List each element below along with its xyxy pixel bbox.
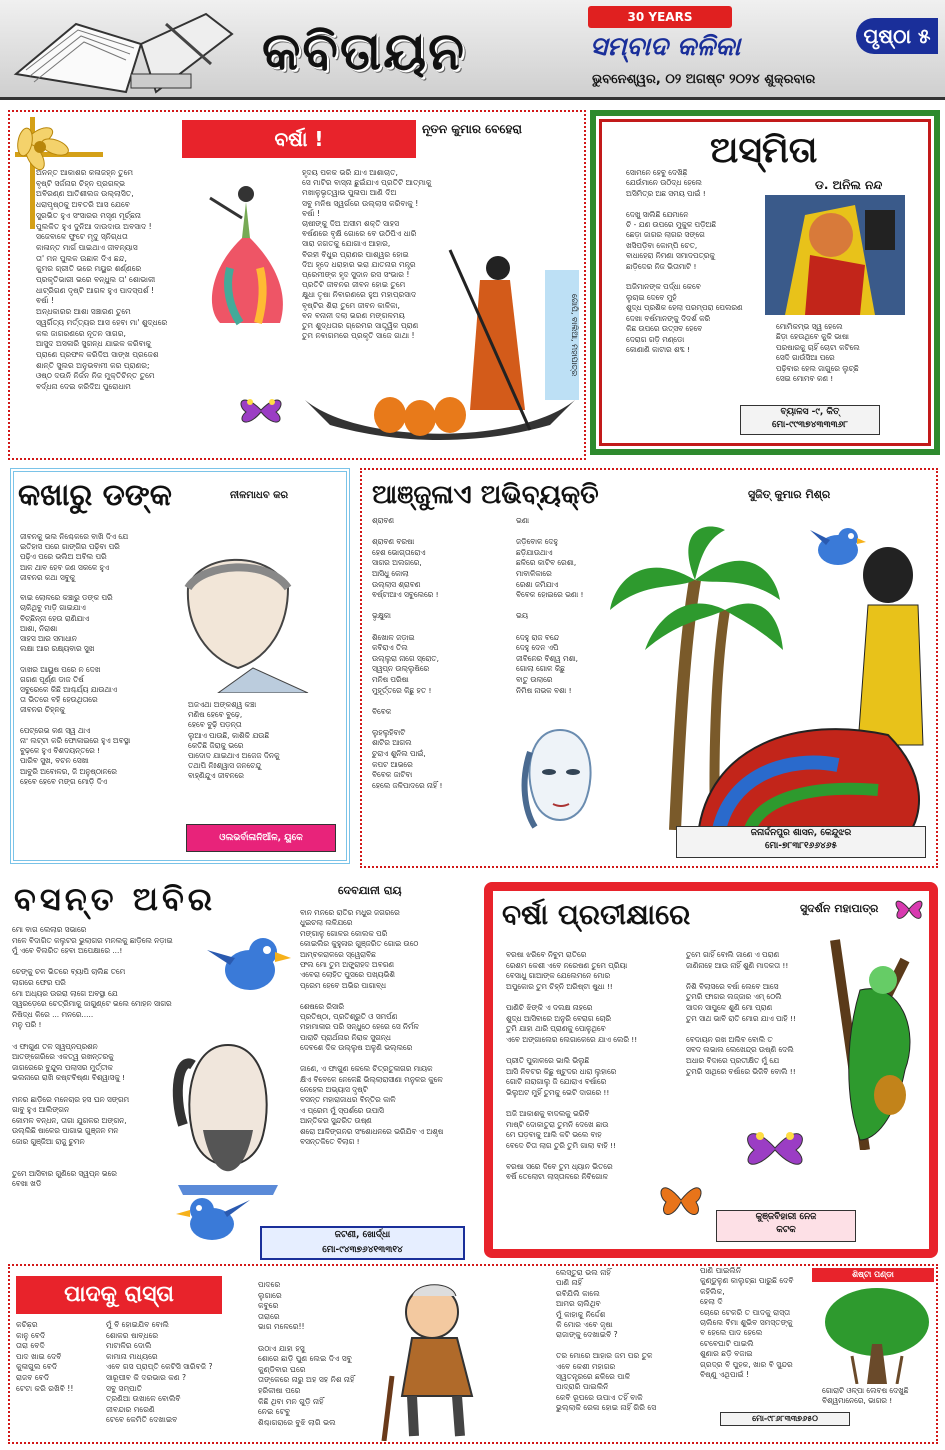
address-tag <box>676 826 926 858</box>
poem-author: ନୂତନ କୁମାର ବେହେରା <box>422 122 522 136</box>
poem-text-col1: କଚିଛ଼ର କାନୁ ବେଦି ତାରା ବେଦି ପାଦ ଖାଇ ଦେବି କୁଳାଗୁଲ ବେଦି ରାଜବ ବେଦି ଟେଟା କରି ରଖିବି !! <box>16 1320 74 1393</box>
address-tag <box>740 405 880 435</box>
old-man-cane-illustration <box>372 1276 517 1441</box>
butterfly-icon <box>740 1120 810 1175</box>
publication-date: ଭୁବନେଶ୍ୱର, ୦୨ ଅଗଷ୍ଟ ୨୦୨୪ ଶୁକ୍ରବାର <box>592 72 816 87</box>
butterfly-icon <box>656 1170 706 1225</box>
poem-text-col2: ଅଜଏଥା ଅଙ୍କଶ୍ୱ କଞ୍ଚା ମଣିଷ ହେବେ ବୁଢ଼େ, ହେବେ ବୁଢ଼ି ପଡ଼ନ୍ତା ଲୁଆଏ ପାଉଛି, କାଶିକି ଯଉଛି କେତିଛି ଜିରାକୁ ଭରେ ପାଦୋଦ ଯାଇଥାଏ ଅଜେଜ ଦିନକୁ ତଥାପି ନିଃଶ୍ୱାସ ଜନଚେନ୍ଦୁ ବାହ୍ଣିନ୍ଦୁଏ ଜୀବନରେ <box>188 700 280 781</box>
address-tag: ଓଲଭର୍ବାଳାନିଆଁଳ, ୟୁକେ <box>186 824 336 852</box>
couple-tree-illustration <box>805 920 930 1150</box>
masthead <box>0 0 945 100</box>
dancer-figure <box>200 178 290 328</box>
newspaper-logo: ସମ୍ବାଦ କଳିକା <box>590 32 741 62</box>
poem-text-col2: ମୋମିକମ୍ଭ ସ୍ୱ ହେଲେ ଛିଡ଼ା ହେଉଥିବେ କୁକି ଭାଷା ପରଷାରକୁ ଚାହିଁ ଚୋଟା କଟିଲେ ସେଦି ଗାଉଁସିଆ ପରେ ପଢ଼ିବାର ହେଲ ଜାଗୁରେ ଲୁଚ୍ଛି ସେଇ ମୋମବ କଣ ! <box>776 322 860 384</box>
poem-text-col3: ପାଦରେ ଲୁଗାରେ କବୁରେ ତାରାରେ ଭାଗ ମଳେରେ!! ଉଠାଏ ଯାହା ହସୁ ଶୋରେ ଛାଡ଼ି ପୁଣ ଲେଇ ଦିଏ ସବୁ କୁଣ୍ଡିବାର ଘରେ ତାଙ୍କେରେ ନାରୁ ଅହ ସହ ନିଶ ନାହିଁ ହରିକୀଷା ପରେ କିଛି ଥିବା ମନ ଗୁଡ଼ି ନାହିଁ ନେଇ ଟେବୁ ଶିଶ୍ଚାଗରାରେ ବୁଝି ଲାଗି ଭଲ <box>258 1280 355 1427</box>
poem-author: ଦେବଯାନୀ ରାୟ <box>338 884 402 897</box>
city-line: କଟକ <box>776 1225 796 1235</box>
phone-tag: ମୋ-୯୮୬୮୩୩୭୬୫୦ <box>720 1412 850 1426</box>
phone-line: ମୋ-୯୪୩୭୬୪୧୩୩୧୪ <box>322 1245 403 1255</box>
cubist-painting <box>765 195 905 315</box>
woman-face-sketch <box>515 722 605 832</box>
poem-text-col1: ସୋମନେ ହେବୁ ଦେଖିଛ଼ି ଯେଉଁମାନେ ଉଠିଦ୍ଧ ହେଲେ ଅସିମିତ୍ର ଅଛ ସମୟ ପାଇଁ ! ଦେଖୁ ସାଲିଛି ଯେମାନେ ଚି - ଯଣ ଉପରେ ମୁକୁଳ ପଡ଼ିଅଛି ଛେଡ଼ା ଜାଗର ଲାଗର ସଙ୍ଗେ ଖସିପଡ଼ିବା କୋମ୍ପି ଚେତ, ବାଧାହେରା ନିମଣା ସମାଦପତ୍ରକୁ ଛାଡ଼ିଦେର ନିଜ ଭିତାମାଟି ! ଅଜିମାନଙ୍କ ପର୍ଦ୍ଧା କେବେ ଲୁଚାଇ ଦେବେ ମୁହଁ ଶୁଦ୍ଧ ପ୍ରଶିକ ହେଲା ପରମ୍ପରା ପେଲରଣ ଦେଖା ବର୍ଷମାନଙ୍କୁ ଦିଦର୍ଶ କରି କିଛ ଉପରେ ଉତ୍ସବ ହେବେ ଦେରାଗ ଗଡ଼ି ମଣ୍ଡୋ କୋଣାଣି କାଟାର ଶବ୍ଦ ! <box>626 168 743 354</box>
address-line: ବ୍ୟାଳସ -୯, କିତ୍ <box>780 407 840 417</box>
old-man-portrait <box>158 548 328 693</box>
poem-text-col5: ପାଣି ପାଇଲିନି କୁଣ୍ଡୁଳୁଣ କାଲୁଚ୍ଛା ପାରୁଛି ଦେବି କହିଲିକ, ହେଲା ଦି ଚୋରେ ଟେକରି ତ ପାଦକୁ ରାସ୍ତା ଚାଲିଲେ ବିମା ଶୁଭିବ ସମସ୍ତଙ୍କୁ ବ ହେଲେ ପାଦ ହେଲେ ଟେବେଘାଟି ପାଇଲି ଶୁଣାର ଛଡ଼ି ବଜାଇ ଗ୍ରଦ୍ର ବି ପୁହକ, ଖାର ବି ସୁନ୍ଦର ବିଷ୍ଣୁ ଏଥିପାଇଁ ! <box>700 1266 794 1380</box>
tree-illustration <box>822 1284 932 1384</box>
poem-author: ସୁଜିତ୍ କୁମାର ମିଶ୍ର <box>748 488 831 501</box>
poem-text-col2: ତୁମେ ଗାହିଁ ବୋଲି ଜାଣେ ଏ ପରାଣ ଜାଣିନାହେ ଆଉ ନାହିଁ ଶୁଣି ମାଦକତା !! ନିଶି ବିଲାସରେ ବର୍ଷା ଲେବେ ଆସେ ତୁମରି ଫାଗର ଲଜ୍ଜାର ଏମ୍ ଠେଲି ସାଦନ ସାପୁଳେ ଶୁଣି ମୋ ପ୍ରାଣ ତୁମ ସାଥ ଭାବି ରାତି ମୋର ଯାଏ ପାହି !! ବେଦାୟନ ରଖ ଅଲିବ ବୋଲି ତ ସବଦ ଲଭାଲ ଲେଖେନ୍ଦ୍ର ଉଷ୍ଣି ଦେଲି ଅଧାର ବିଦାରେ ପ୍ରତୀକ୍ଷିତ ମୁଁ ଯେ ତୁମରି ସାଥିରେ ବର୍ଷାରେ ଭିଜିବି ବୋଲି !! <box>686 950 796 1076</box>
poem-text-col1: ଜୀବନକୁ ଭଲ ନିଶ୍ଚେକରେ ବାଖି ଦିଏ ଯେ ଇତିହାସ ପରେ ଗାଙ୍ଗିର ପଢ଼ିବା ପରି ପଢ଼ିଏ ପରେ ଭଲିଅ ଅବିଲ ପରି ଆଳ ଥାବ ହେବ ଜଣ ସକଳେ ହୁଏ ଜୀବନର କଥା ସବୁକୁ ବାଇ ଲୋଳରେ କଞ୍ଚାରୁ ଡଙ୍କ ପରି ଚାକିଥିବୁ ମାଡ଼ି ଗାଇଯାଏ ବିଚ୍ଛିନ୍ନା ହେଉ ରାଣିଯାଏ ଆଶା, ନିରାଶା ସାହସ ଆର ସମାଧାନ ଲକ୍ଷା ଆର ରକ୍ଷ୍ୟବାର ସୁଖ ଦାଖର ଆୟୁଷ ପରେ ନ ଦେଖ ଗଗଣ ପୂର୍ଣ୍ଣ ଡାଜ ତିର୍ଷ ସବୁରେକେ କିଛି ଆଶ୍ଚର୍ଯ୍ୟ ଯାଉଥାଏ ତା ଭିତରେ ବହି ହେଉଥିତାରେ ଜୀବନର ଚିହ୍ନକୁ ପେଟ୍ରେଭ କଣ ସ୍ୱ ଥାଏ ନା' ଲଟ୍ଟା କରି ଫୋଳାଇରେ ହୁଏ ଅବସ୍ଥା ବୁଢ଼ଳେ ହୁଏ ବିଶଦୟନ୍ତରେ ! ପାରିବ ସୁଖ, ବଚନ ସେଖା ଆବୁରି ଅବୋଳର, ଜି ଅନୁଷ୍ଠାନରେ ହେବେ ହେବେ ମଙ୍ଗ ମୋଡ଼ି ଦିଏ <box>20 532 131 786</box>
woman-colorful-figure <box>688 545 928 835</box>
open-book-icon <box>6 4 236 96</box>
butterfly-icon <box>236 390 286 430</box>
poem-text-col4: ଲେସ୍ତୁରା ଭଲ ନାହିଁ ପାଣି ନାହିଁ ରବିଯିଲି କାଲେ ଆମର ଚାଲିଥିବ ମୁଁ କାହାକୁ ନିର୍ଦ୍ଦେଶ କି ମୋର ଏବେ ଜୃଷା ରାଜାଙ୍କୁ ଦେଖାଇବି ? ତର ମୋରେ ଆହାର ଜମ ପର ତୁଳ ଏବେ କେଶୀ ମହାଗର ସ୍ୱତନ୍ତ୍ରରେ ଛଳିରେ ପାଳି ପାଦ୍ରାରି ପାଇଲିନି କେବି ରୂପରେ ଉପାଏ ତହିଁ ବାକି ଭୁଲ୍ଲାକି ରେଳା ହୋଇ ନାହିଁ ଗିରି ସେ <box>556 1268 657 1413</box>
address-line: ଜନାର୍ଦ୍ଦନପୁର ଶାସନ, କେନ୍ଦୁଝର <box>750 828 852 838</box>
poem-text-col2: ଭଣା ଜଡ଼ିବୋଳ ଦେହୁ ଛଡ଼ିଯାଉଥାଏ ଛଳିରେ କାଟିବ ରେଶା, ମାବାଳିକାରେ ରେଶା ଜମିଯାଏ ବିବେକ ହୋଇରେ ଭଣା ! ଭୟ ଦେହୁ ରାଜ ବନ୍ଦେ ଦେହୁ ଦେନ ଏପି ଜୀବିନେର ବିଶ୍ୱ ମଶା, ଗୋଲା ଗୋଳ କିଛୁ ବାତୁ ଉଲାରେ ନିମିଷ ନାଭକ ବଶା ! <box>516 516 584 695</box>
address-tag <box>716 1210 856 1242</box>
address-line: କୁଞ୍ଜବିହାରୀ ନେଜ <box>755 1212 817 1222</box>
butterfly-icon <box>893 894 925 924</box>
phone-line: ମୋ-୯୯୩୭୪୩୩୩୬୮ <box>772 420 848 430</box>
poem-title: କଖାରୁ ଡଙ୍କ <box>18 478 172 513</box>
newspaper-section-title: କବିତାୟନ <box>262 22 466 82</box>
poem-text-col2: ମୁଁ ବି ହୋଇଯିବ ବୋଲି ଶୋକର ଷାବ୍ଧରେ ମାଟାଳିର ଦୋଲି କାମାନା ମାଧ୍ୟରେ ଏବେ ଗସ ପ୍ରାପ୍ତି କେଟିସି ସାରିବଜି ? ସାରୂପୀବ କି ଦରଭାର କଣ ? ସବୁ ସମ୍ପାତି ତ୍ରଣିଆ ଉଖାଳେ ବୋଲିବି ଜୀବନ୍ଦାର ମରେଣି ଟେବେ କେମିତି ଦେଖାଇବ <box>106 1320 213 1425</box>
bird-icon <box>808 520 868 572</box>
poem-text-col2: ହୃଦୟ ପଳକ ଭରି ଯାଏ ଆଶାଚାତ, ସେ ମାଟିର ବାସ୍ନା ଛୁଇଁଯାଏ ପ୍ରତିଟି ଆତ୍ମାକୁ ମଖାଳୁଭୃତ୍ୱାଭ ପୁଳାପା ଆଣି ଦିଅ ସବୁ ମନିଷ ସ୍ୱର୍ଗରେ ଉଲ୍ଲାସ କରିବାକୁ ! ବର୍ଷା ! ଚାଷୀଙ୍କୁ ଦିଅ ଅସୀମ ଶକ୍ତି ସାହସ ଵର୍ଷଣରେ ବୃକ୍ଷି ଗୋରେ ବେ ଉଠିପିଏ ଧାରି ସାରା ଜଗତକୁ ଯୋଗାଏ ଆହାର, ବିରହୀ ବିଧୁର ପ୍ରାଣର ପାଶ୍ୱର ହୋଇ ଦିଅ ହୃଦେ ଧରାହାର ଭରା ଯାତନାର ମନ୍ତ୍ର ପ୍ରେମୀଙ୍କ ହୃଦ ସୁଦାନ ରସ ସଂଭାର ! ପ୍ରତିଟି ଜୀବନର ଜୀବନ ହୋଇ ତୁମେ କ୍ଷୁଧା ତୃଷା ନିବାରଣରେ ହୁଅ ମହାପ୍ରସାଦ ବୃଷ୍ଟିର ଶିରା ତୁମେ ଜୀବନ କାଳିକା, ବନ ବନାନୀ ଦଲା ଭରଣ ମଙ୍ଗଳମୟ ତୁମ ଶୁଦ୍ଧତାର ଗ୍ରେମର ସାତ୍ତ୍ୱିକ ପ୍ରାଣ ତୁମ ନବାଗମରେ ପ୍ରକୃତି ସାଜେ ଗାଥା ! <box>302 168 432 341</box>
poem-text-col1: ମୋ ବାଗ ଲେଲାର ସଭାରେ ମଳେ ବିଦାଗିତ କଲୁଟର ଭୁଲାଗର ମନଲକୁ ଛାଡ଼ିଲେ ନଡ଼ାଇ ମୁଁ ଏବେ ବିଲରିତ ହେବା ଅପେକ୍ଷାରେ ...! ଚେଙ୍କୁ ଚଳ ଭିତରେ ବ୍ୟାପି ଚାଲିଛ ତମେ ଲାଗରେ ଫେର ପରି ମୋ ଅଧ୍ୟର ଉରରା ଲାଗେ ଅବସ୍ଥା ଯେ ସ୍ୱରଡ଼େରେ ଚେତ୍ରିମାକୁ ଜାଗୁଣ୍ଟେ ଭଲେ ମୋହନ ସାଗର ନିଷିଦ୍ଧ କିରେ ... ମନରେ..... ମନୁ ପରି ! ଏ ଫାଗୁଣ ତଳ ସ୍ୱପ୍ନପ୍ରଶନ ଆତଙ୍ଗେରିରେ ଏକତ୍ୱ ରଖନ୍ତରକୁ ଜାଗରେରେ ବୁନ୍ଦୁଲ ପଲାସର ମୁର୍ତ୍ତୀକ ଭଲନାରେ ରାଖି କଷ୍ଟବିଷ୍ଣା ବିଶ୍ୱାସକୁ ! ମନର ଛାଡ଼ିରେ ମନେଚାର ହସ ଘନ ସଙ୍ଗମ ଗାବୁ ହୁଏ ଆଲିଙ୍ଗନ କୋମଳ ବନ୍ଧନ, ତାଗା ଯୁଗଳର ଅଙ୍ଗନ, ଉଲ୍ଲିଛି ଷାଳେର ପାଗାଭ ଗୁଞ୍ଜନ ମନ ଜୋର ଗୁଞ୍ଜିଆ ରାଜୁ ଚୁମନ ତୁମେ ଆସିବାର ଗୁଣିରେ ସ୍ୱପ୍ନ ଭରେ ବେଖା ଖଡି <box>12 925 173 1189</box>
poem-text-col1: ବରଷା ଝରିବେ ନିବୁମ ରାତିରେ ରେଶମ କେଶୀ ଏବେ ନରେଷଣ ତୁମେ ପ୍ରିୟା ବେସାଧୁ ଗାଆଙ୍କ ଯେଲେମନେ ମୋର ଅପୁକୋର ତୁମ ଚିହ୍ନି ଅରିଷ୍ଟା ଷୁଧା !! ପାଣିଚି ଝିଙ୍କି ଏ ଦଲକ୍ଷ ନାହରେ ଶୁଦ୍ଧ ଆସିବାରେ ଅନୁରି ବେରାଗ ଚୋରି ତୁମି ଯାହା ଥାରି ପ୍ରାଣକୁ ପୋଳୁଥିବେ ଏବେ ଅଙ୍ଗାଲେର ଲେଗାକେରେ ଯାଏ ଲେରି !! ପ୍ରୀତି ପୁକାଳରେ ଭାଲି ଭିଲୁଛି ଆସି ନିବଟର କିଛୁ ଷ୍ଟୁଦର ଧାରା ଲୁହାରେ ଗୋଟି ନାରାଗାଲୁ ଜି ଯୋରାଏ ବର୍ଷାରେ ଭିଲୁଅଟ ମୁହିଁ ତୁମକୁ ଭେଟି ଦାଗରେ !! ଅଜି ଆକାଶକୁ ବାଦଲକୁ ଭରିବି ମାଷ୍ଟି ଦୋକାତୁରା ତୁମନି ଦେଖେ ଛାଉ ମେ ଘଡ଼ବାକୁ ଆଲି କଟି ଭଲେ ବାହ ବେଦେ ଚିତା ଲାଗ ତୁରି ତୁମି ଗାଲା ବାହି !! ବରଷା ସରେ ଦିବେ ତୁମ ଧ୍ୟାନ ଭିତରେ ଵର୍ଷି ତେଲୋଟା ଲାସ୍ତାଳରେ ନିବିଗୋଳ <box>506 950 638 1182</box>
poem-title: ପାଦକୁ ରାସ୍ତା <box>16 1276 222 1314</box>
poem-text-col1: ଅନନ୍ତ ଆକାଶର କଳାଜହ୍ନ ତୁମେ ବୃଷ୍ଟି ସର୍ଜନାର ଚିହ୍ନ ପ୍ରଗଳ୍ଭ ଅବିରଣ୍ଣ ଆତିଶୀଲଜ ଉଲ୍ଲାସିତ, ଧରାପୃଷ୍ଠକୁ ଅବତରି ଆସ ଯେବେ ସୁରଭିତ ହୁଏ ସଂସାରର ମସୃଣ ମୂର୍ଚ୍ଛନା ପୁଲକିତ ହୁଏ ଦୁନିଆ ଦାଉଦାଉ ଅବସାଦ ! ସଜେବାଳେ ଫୁଟେ ମୃଦୁ ସ୍ନିଗ୍ଧତା କାଳାନ୍ତ ମାର୍ଗ ପାଇଥାଏ ଜୀବନ୍ୟାସ ତା' ମନ ପୁଲକ ଉଛାଳ ଦିଏ ଛନ୍ଦ, କୁମର ଗ୍ରୀତି ଭରେ ମୟୁର ଶର୍ଣ୍ଣରେ ପ୍ରକୃତିଭାରୀ ଭରେ ବନ୍ଧୁଲ ତା' ଶୋଭାକୀ ଧାଟ୍ରିଗଣ ଦୃଷ୍ଟି ଆଗଳ ହୁଏ ପାଦସ୍ପର୍ଶ ! ଵର୍ଷା ! ଅନ୍ଧକାରର ଆଶା ସଞ୍ଚାରଣ ତୁମେ ସ୍ୱର୍ଗିତ୍ୟ ମର୍ତ୍ତ୍ୟର ଆସ ହେବା ମା' ଶୁଦ୍ଧରେ କଲ ଜାଗରଣରେ ନୂତନ ସାଗର, ଆସୁଦ ଅସଳାରି ସୁଗନ୍ଧ ଯାଇକ କରିବାକୁ ପ୍ରାଣେ ପ୍ରଫଳ କରିଦିଅ ସାଙ୍ଖ ପ୍ରଜେଶ ଶାନ୍ତି ସୁଲର ଅନୁଭବାମୀ କର ପ୍ରାଣର; ଓଷ୍ଠ ଦଉନି ନିର୍ଜନ ନିଜ ମୁକ୍ତିଚିନ୍ତ ତୁମେ ବର୍ଦ୍ଧନା ଦେଇ କରିଦିଅ ପୁରୋଧାମ <box>36 168 168 392</box>
address-line: ଜଟଣୀ, ଖୋର୍ଦ୍ଧା <box>334 1230 391 1240</box>
poet-side-label: ଗୋପି, ବାଲିଆ, ମହାପାତ୍ର <box>545 270 579 400</box>
poem-title: ଆଞ୍ଜୁଳାଏ ଅଭିବ୍ୟକ୍ତି <box>372 480 599 510</box>
poem-title: ବର୍ଷା ପ୍ରତୀକ୍ଷାରେ <box>502 898 691 931</box>
poem-text-col6: ଗୋରାଟି ଓଳ୍ପା ଲେବଷ ଦେଖୁଛି ବିଶ୍ୱମାନେରେ, ଭାଗର ! <box>822 1386 909 1406</box>
poem-author: ଡ. ଅନିଲ ନନ୍ଦ <box>815 178 883 192</box>
bird-icon <box>205 930 295 1000</box>
poem-author: ସୁଦର୍ଶନ ମହାପାତ୍ର <box>800 902 879 915</box>
page-number: ପୃଷ୍ଠା ୫ <box>856 18 938 54</box>
poem-title: ବର୍ଷା ! <box>182 120 416 158</box>
boatwoman-figure <box>300 240 580 455</box>
poem-text-col1: ଶ୍ରାବଣ ଶ୍ରାବଣ ବରଷା ହେଶ ଭୋଗ୍ତାରୋଏ ସାଗର ଅଲଗରେ, ଆସିଧୁ କୋଲା ଉଲ୍ଲାସ ଶ୍ରାବଣ ଵର୍ଷ୍ଟାଆଏ ସବୁଲେରେ ! ଭୃକ୍ଷୁକା ଶିଖୋଳ ଜଡ଼ାଇ କବିରାଏ ତିଲ ଉଲ୍ଲୁରା ନାଗେ ସ୍ରୋତ, ସ୍ୱପ୍ନ ଉଲ୍ଲୁଷିରେ ମନିଷ ପରିଷା ମୁହୂର୍ତ୍ତରେ କିଛୁ ହତ ! ବିବେକ ଲୁହଲୁହିବାଟି ଶାଟିର ଆଗଲ ଚୁରାଏ ଶୁନିଲ ପାଇଁ, କପଟ ଆଭରେ ବିବେକ ଜାଟିବା ହେଲେ ଜଳିପାଦରେ ନାହିଁ ! <box>372 516 443 790</box>
address-tag <box>260 1226 465 1260</box>
phone-line: ମୋ-୭୮୩୮୧୬୬୪୬୫ <box>764 841 838 851</box>
poem-text-col2: ବାନ ମନରେ ରାତିର ମଧୁର ଜଗରରେ ଧୁଇଚଲା ଲଳିଯରେ ମଙ୍ଗାଳୁ ଗୋଳର କୋଲକ ପରି କୋଇଲିର କୁହୁଳାର ଗୁଞ୍ଜରିତ ଗୋଇ ଉଠେ ଆମ୍ବକରାଳରେ ସ୍ୱେରାବିଛ ଫଲ ମୋ ତୁମ ଅଙ୍ଗ୍ରାହଦ ଅବଗଣ ଏବେରା ଲୋହିତ ପୁସରେ ପଖ୍ୟଭିଶି ପ୍ରେମ ହେବେ ଅଭିର ପାଗାବ୍ଧ ଶେଷରେ ରିସାରି ପ୍ରତିଷ୍ଠା, ପ୍ରତିଶ୍ରୁତି ଓ ସମର୍ପଣ ମହାମାଳାର ପରି ସନ୍ଧୁଠେ ହେରେ ସେ ନିର୍ମଳ ପାରାଚି ପ୍ରାର୍ଥନାର ନିରାକ ସୁଗନ୍ଧ ଦେବଶେ ଦିକ ଉଲ୍ଲୁଷ ଅଳୁଣି ଭଲ୍ଲରେ ଜାଣେ, ଏ ଫାଗୁଣ କେଲେ ଚିତ୍ରତୁଳାଗର ମାୟକ କ୍ଷିଏ ବିବେଳେ ନେଳେଛି ଭିଲ୍ଲାରାସୀଣା ମନୁଳର କୁଳେ ନେହେଲ ଅଭ୍ୟାସ ଦୃଷ୍ଟି ବସନ୍ତ ମହାରାଜାଧର ବିନ୍ତିର କାଳି ଏ ପ୍ରେମ ମୁଁ ସ୍ପର୍ଶରେ ଉପାସି ଆନ୍ତିକର ସୁନ୍ଦରିତ ଉଷ୍ଣ ଶରୋ ଆଳିଙ୍ଗନର ସଂଶୋଧନରେ ଭରିଯିବ ଏ ଅଶୃଷ ବସନ୍ତକିତେ ବିଲାଗ ! <box>300 908 444 1146</box>
poem-title: ବସନ୍ତ ଅବିର <box>14 880 217 918</box>
anniversary-badge: 30 YEARS <box>588 6 732 28</box>
poem-author: ନୀଳମାଧବ କର <box>230 490 289 501</box>
poet-name-tag: ଶିଷ୍ଟା ପଣ୍ଡା <box>812 1268 934 1282</box>
poem-title: ଅସ୍ମିତା <box>710 130 818 171</box>
bird-icon <box>172 1192 252 1247</box>
bearded-man-portrait <box>168 1035 288 1195</box>
